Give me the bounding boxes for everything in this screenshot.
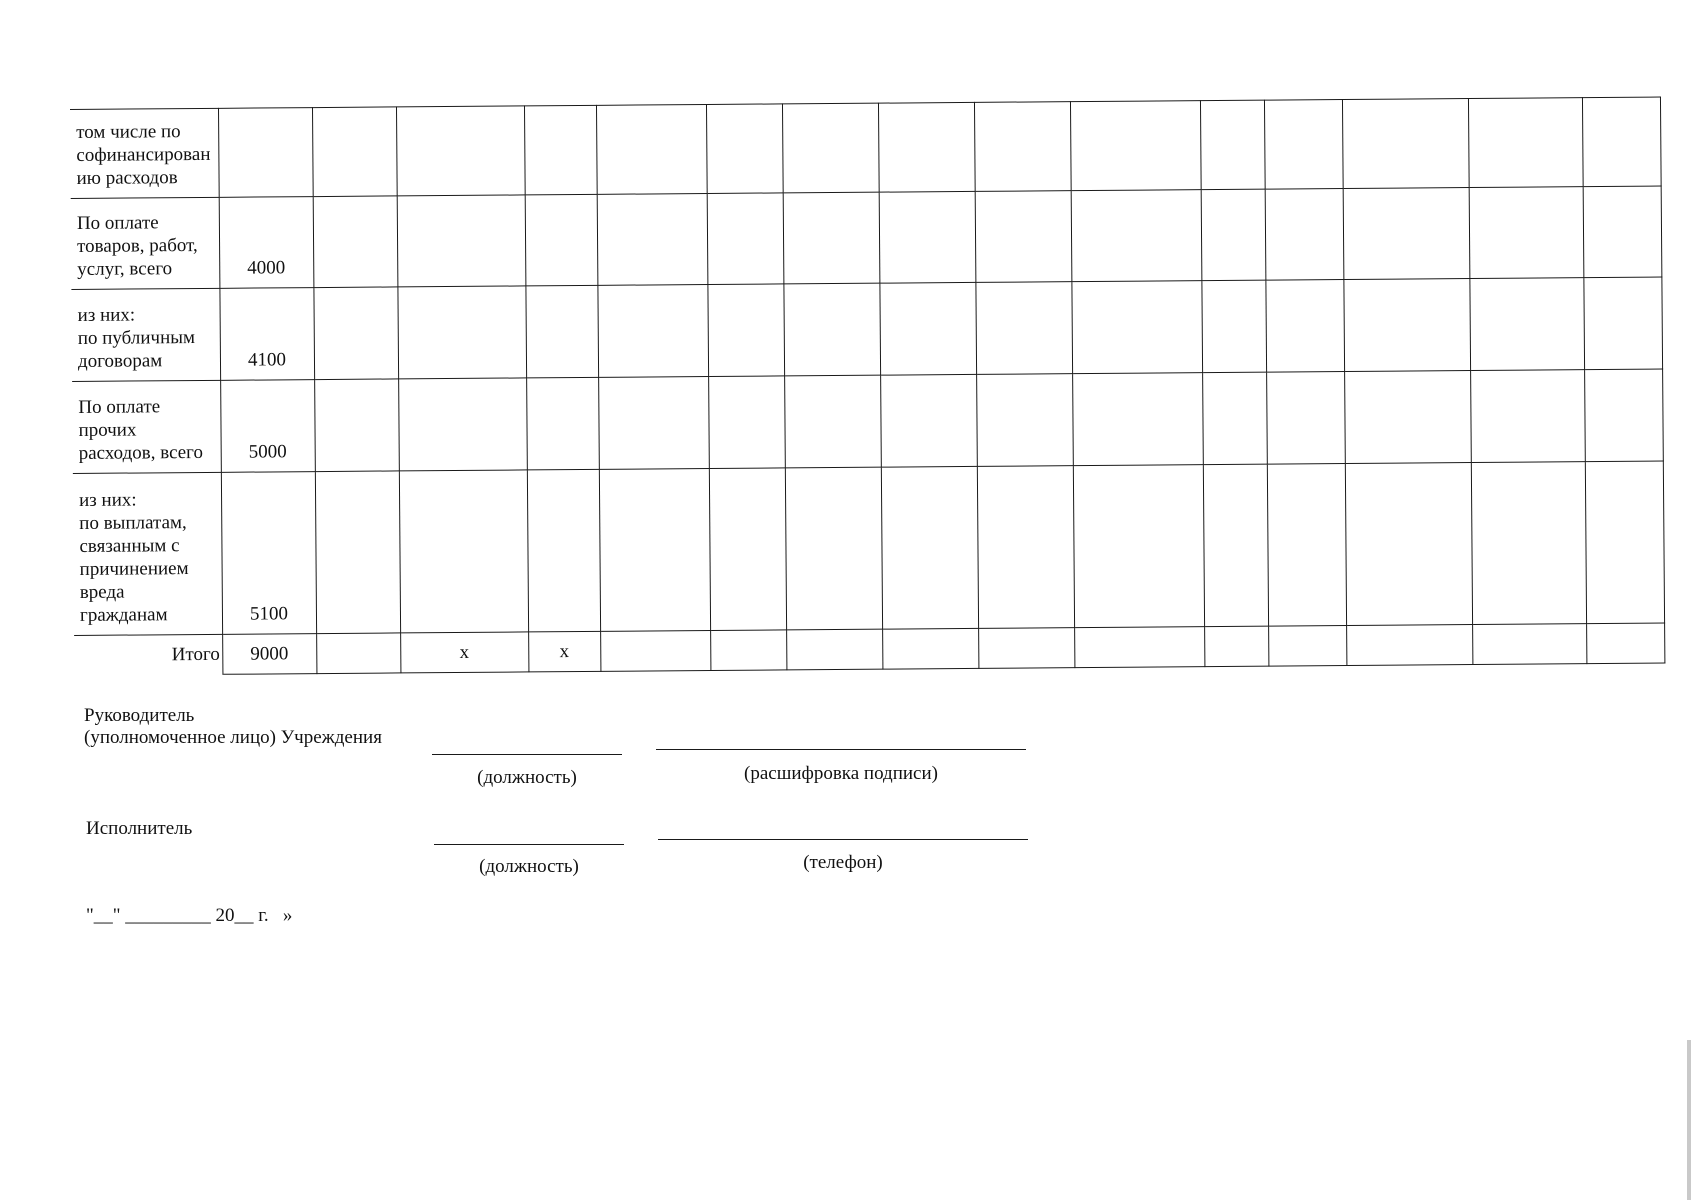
- table-cell: [1584, 369, 1663, 462]
- table-cell: [599, 468, 710, 631]
- row-label: По оплате прочих расходов, всего: [72, 380, 221, 473]
- executor-phone-caption: (телефон): [803, 852, 883, 873]
- row-code: 5100: [221, 472, 316, 635]
- table-cell: [1265, 189, 1344, 281]
- table-cell: [524, 105, 597, 195]
- table-row: [71, 277, 1662, 381]
- table-cell: [527, 469, 600, 632]
- table-cell: [978, 628, 1074, 669]
- table-cell: [785, 467, 882, 630]
- table-cell: [1072, 373, 1203, 466]
- table-cell: [598, 376, 709, 469]
- table-cell: [313, 196, 398, 288]
- table-cell: [600, 630, 710, 671]
- table-cell: [1582, 97, 1661, 187]
- table-cell: [1343, 188, 1470, 280]
- expenses-table: [70, 97, 1665, 676]
- table-row: [70, 97, 1661, 198]
- table-cell: [525, 285, 598, 378]
- table-cell: [314, 379, 399, 472]
- row-label: из них: по выплатам, связанным с причинением вреда гражданам: [73, 472, 222, 635]
- table-cell: [1472, 624, 1586, 665]
- table-cell: [313, 287, 398, 380]
- table-cell: [1071, 190, 1202, 282]
- table-cell: [881, 466, 978, 629]
- executor-label: Исполнитель: [86, 818, 193, 839]
- table-cell: [707, 193, 784, 285]
- table-cell: [1343, 279, 1470, 372]
- table-cell: [398, 378, 527, 471]
- table-cell: [596, 105, 707, 195]
- table-cell: [1265, 280, 1344, 373]
- total-label: Итого: [74, 634, 222, 675]
- table-cell: [1268, 625, 1346, 666]
- head-position-caption: (должность): [477, 767, 577, 788]
- head-name-caption: (расшифровка подписи): [744, 763, 938, 784]
- table-cell: [882, 628, 978, 669]
- table-cell: [879, 282, 976, 375]
- table-cell: [708, 376, 785, 469]
- row-label: из них: по публичным договорам: [71, 288, 220, 381]
- table-cell: [1583, 186, 1662, 278]
- table-row: [73, 461, 1664, 635]
- table-cell: [706, 104, 783, 194]
- table-cell: [1586, 623, 1664, 664]
- scan-edge-artifact: [1687, 1040, 1691, 1200]
- row-code: 4100: [219, 288, 314, 381]
- table-cell: [399, 470, 528, 633]
- table-cell: [315, 471, 400, 634]
- table-cell: [1471, 462, 1586, 625]
- table-cell: [878, 102, 975, 192]
- table-cell: [710, 630, 786, 671]
- table-cell: [1585, 461, 1664, 624]
- table-cell: [709, 468, 786, 631]
- row-label: По оплате товаров, работ, услуг, всего: [71, 197, 220, 289]
- table-cell: [1345, 463, 1472, 626]
- row-code: 5000: [220, 380, 315, 473]
- executor-position-line[interactable]: [434, 844, 624, 845]
- table-cell: [1202, 372, 1267, 464]
- table-cell: [1264, 100, 1343, 190]
- table-cell: [977, 466, 1074, 629]
- table-cell: [597, 284, 708, 377]
- table-cell: [1267, 463, 1346, 626]
- table-cell: [397, 195, 526, 287]
- head-position-line[interactable]: [432, 754, 622, 755]
- row-code: 4000: [219, 197, 314, 289]
- executor-phone-line[interactable]: [658, 839, 1028, 840]
- table-cell: [975, 282, 1072, 375]
- table-cell: [1201, 189, 1266, 280]
- head-name-line[interactable]: [656, 749, 1026, 750]
- table-cell: [783, 283, 880, 376]
- table-cell: [1266, 372, 1345, 465]
- table-cell: [1468, 98, 1583, 188]
- table-cell: [1201, 280, 1266, 372]
- table-cell: [783, 192, 880, 284]
- table-cell: [975, 191, 1072, 283]
- table-cell: [1070, 101, 1201, 191]
- head-signature-label: [84, 705, 382, 749]
- table-cell: [1346, 625, 1472, 666]
- table-cell: [316, 633, 400, 674]
- table-cell: [1071, 281, 1202, 374]
- table-cell: [1583, 277, 1662, 370]
- table-cell: [782, 103, 879, 193]
- table-cell: [707, 284, 784, 377]
- table-cell: [1470, 370, 1585, 463]
- table-cell: [880, 374, 977, 467]
- row-label: том числе по софинансирован ию расходов: [70, 108, 219, 198]
- table-cell: [1203, 464, 1268, 626]
- head-label-line1: Руководитель: [84, 705, 195, 726]
- table-row: [72, 369, 1663, 473]
- table-cell: [1074, 627, 1204, 668]
- table-cell: [526, 377, 599, 470]
- table-cell: [1073, 465, 1204, 628]
- table-cell: [396, 106, 525, 196]
- table-cell: [1469, 187, 1584, 279]
- total-code: 9000: [222, 634, 316, 675]
- table-cell: [1469, 278, 1584, 371]
- table-cell: [784, 375, 881, 468]
- date-line: "__" _________ 20__ г. »: [86, 905, 293, 926]
- table-cell: [1204, 626, 1268, 667]
- table-cell: [397, 286, 526, 379]
- executor-position-caption: (должность): [479, 856, 579, 877]
- table-cell: [1342, 99, 1469, 189]
- table-cell: [1200, 100, 1265, 189]
- head-label-line2: (уполномоченное лицо) Учреждения: [84, 727, 382, 748]
- row-code: [218, 108, 313, 198]
- table-cell: [976, 374, 1073, 467]
- table-cell: [312, 107, 397, 197]
- table-cell: [525, 194, 598, 286]
- table-cell: x: [528, 631, 600, 672]
- table-cell: x: [400, 632, 528, 673]
- table-cell: [597, 194, 708, 286]
- table-body: [70, 97, 1664, 675]
- table-cell: [1344, 371, 1471, 464]
- table-row: [71, 186, 1662, 289]
- table-cell: [786, 629, 882, 670]
- table-cell: [974, 102, 1071, 192]
- table-cell: [879, 191, 976, 283]
